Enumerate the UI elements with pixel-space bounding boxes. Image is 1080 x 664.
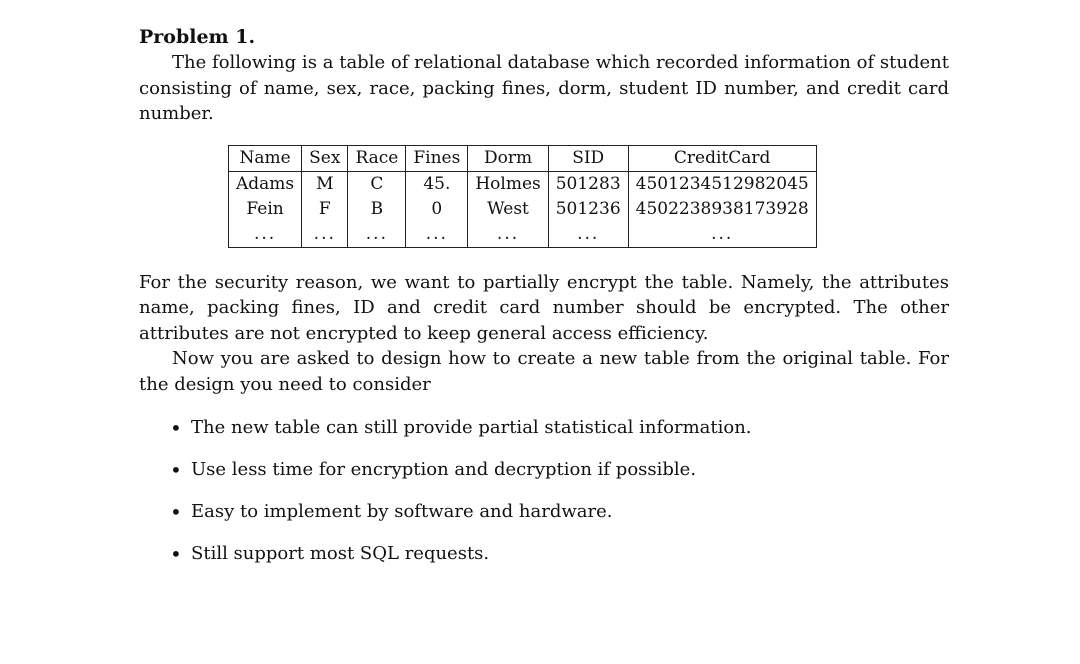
table-cell: ... bbox=[628, 222, 816, 248]
problem-page bbox=[139, 24, 949, 575]
problem-title: Problem 1. bbox=[139, 26, 256, 48]
col-header-fines: Fines bbox=[406, 145, 468, 171]
table-cell: 4501234512982045 bbox=[628, 171, 816, 197]
col-header-name: Name bbox=[229, 145, 302, 171]
student-table bbox=[228, 145, 817, 248]
table-row bbox=[229, 222, 817, 248]
table-cell: M bbox=[302, 171, 348, 197]
table-cell: ... bbox=[548, 222, 628, 248]
table-cell: Holmes bbox=[468, 171, 548, 197]
table-cell: ... bbox=[468, 222, 548, 248]
list-item: • Use less time for encryption and decryption if possible. bbox=[139, 449, 949, 491]
table-cell: Fein bbox=[229, 197, 302, 222]
table-cell: 501236 bbox=[548, 197, 628, 222]
table-cell: B bbox=[348, 197, 406, 222]
table-row bbox=[229, 171, 817, 197]
table-cell: C bbox=[348, 171, 406, 197]
table-cell: 0 bbox=[406, 197, 468, 222]
table-cell: ... bbox=[302, 222, 348, 248]
col-header-creditcard: CreditCard bbox=[628, 145, 816, 171]
col-header-dorm: Dorm bbox=[468, 145, 548, 171]
table-header-row bbox=[229, 145, 817, 171]
col-header-sid: SID bbox=[548, 145, 628, 171]
table-cell: West bbox=[468, 197, 548, 222]
table-row bbox=[229, 197, 817, 222]
list-item: • Easy to implement by software and hardware. bbox=[139, 491, 949, 533]
table-cell: 4502238938173928 bbox=[628, 197, 816, 222]
list-item: • The new table can still provide partial statistical information. bbox=[139, 407, 949, 449]
table-cell: 45. bbox=[406, 171, 468, 197]
design-paragraph: Now you are asked to design how to create a new table from the original table. For the design you need to consider bbox=[139, 348, 949, 395]
table-cell: ... bbox=[229, 222, 302, 248]
col-header-sex: Sex bbox=[302, 145, 348, 171]
table-cell: Adams bbox=[229, 171, 302, 197]
table-cell: ... bbox=[406, 222, 468, 248]
problem-intro: The following is a table of relational database which recorded information of student consisting of name, sex, race, packing fines, dorm, student ID number, and credit card number. bbox=[139, 52, 949, 124]
requirements-list bbox=[139, 407, 949, 575]
table-cell: 501283 bbox=[548, 171, 628, 197]
table-cell: ... bbox=[348, 222, 406, 248]
list-item: • Still support most SQL requests. bbox=[139, 533, 949, 575]
table-cell: F bbox=[302, 197, 348, 222]
col-header-race: Race bbox=[348, 145, 406, 171]
security-paragraph: For the security reason, we want to partially encrypt the table. Namely, the attributes name, packing fines, ID and credit card number should be encrypted. The other attributes are not encrypted to keep general access efficiency. bbox=[139, 271, 949, 344]
